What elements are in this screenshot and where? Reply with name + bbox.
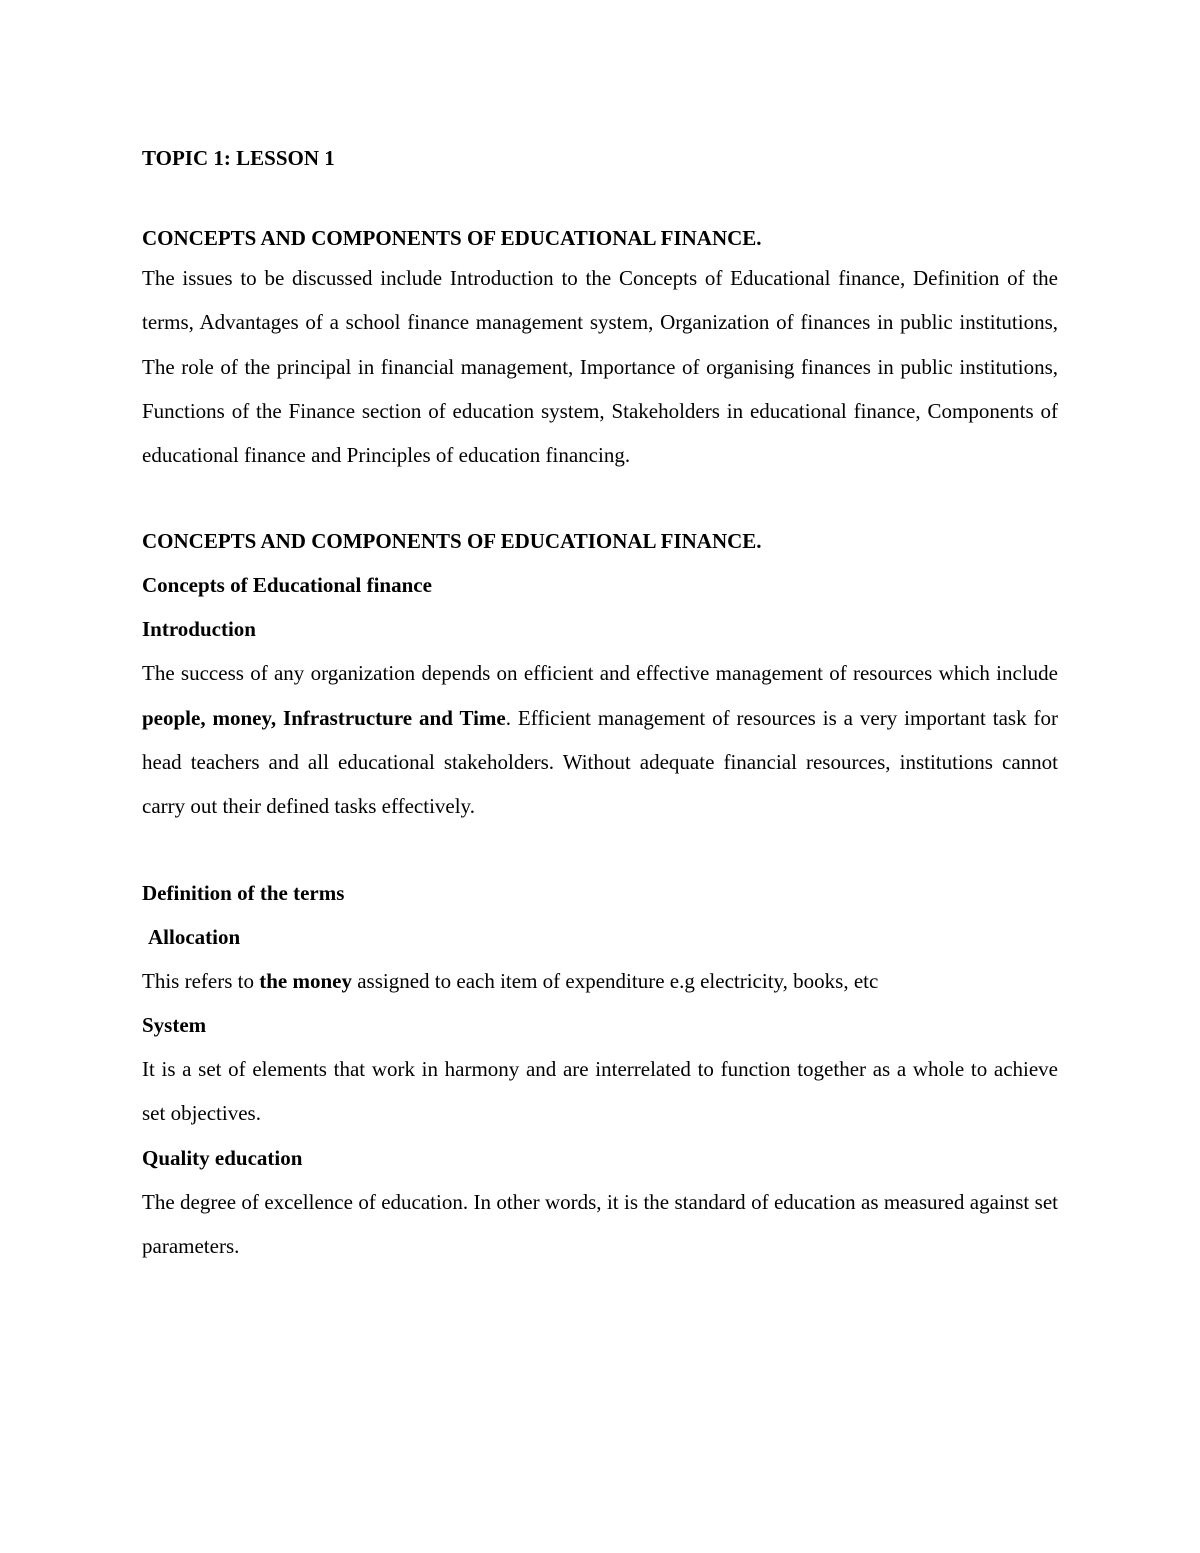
intro-paragraph: The issues to be discussed include Introduction to the Concepts of Educational finance, Definition of the terms, Advantages of a school finance management system, Organization of finances in public institutions, The role of the principal in financial management, Importance of organising finances in public institutions, Functions of the Finance section of education system, Stakeholders in educational finance, Components of educational finance and Principles of education financing. (142, 266, 1058, 468)
definition-system: It is a set of elements that work in harmony and are interrelated to function together as a whole to achieve set objectives. (142, 1056, 1058, 1126)
section-heading: CONCEPTS AND COMPONENTS OF EDUCATIONAL FINANCE. (142, 529, 762, 554)
definitions-heading: Definition of the terms (142, 880, 345, 905)
document-page (142, 140, 1058, 1268)
term-allocation: Allocation (148, 924, 241, 949)
topic-title: TOPIC 1: LESSON 1 (142, 146, 335, 170)
definition-allocation-suffix: assigned to each item of expenditure e.g electricity, books, etc (351, 968, 879, 993)
section-spacer-2 (142, 829, 1058, 871)
definition-allocation-prefix: This refers to (142, 968, 260, 993)
introduction-text-part2: . Efficient management of resources is a very important task for head teachers and all educational stakeholders. Without adequate financial resources, institutions cannot carry out their defined tasks effectively. (142, 705, 1058, 819)
introduction-text-part1: The success of any organization depends on efficient and effective management of resources which include (142, 661, 1058, 686)
definition-allocation-bold: the money (259, 968, 352, 993)
main-heading: CONCEPTS AND COMPONENTS OF EDUCATIONAL FINANCE. (142, 226, 762, 250)
term-system: System (142, 1012, 207, 1037)
introduction-paragraph (142, 651, 1058, 828)
introduction-heading: Introduction (142, 617, 256, 642)
introduction-resources-bold: people, money, Infrastructure and Time (142, 705, 506, 730)
term-quality-education: Quality education (142, 1145, 303, 1170)
concepts-heading: Concepts of Educational finance (142, 573, 432, 598)
definition-allocation (142, 959, 1058, 1003)
definition-quality-education: The degree of excellence of education. In other words, it is the standard of education as measured against set parameters. (142, 1189, 1058, 1258)
section-spacer (142, 477, 1058, 519)
